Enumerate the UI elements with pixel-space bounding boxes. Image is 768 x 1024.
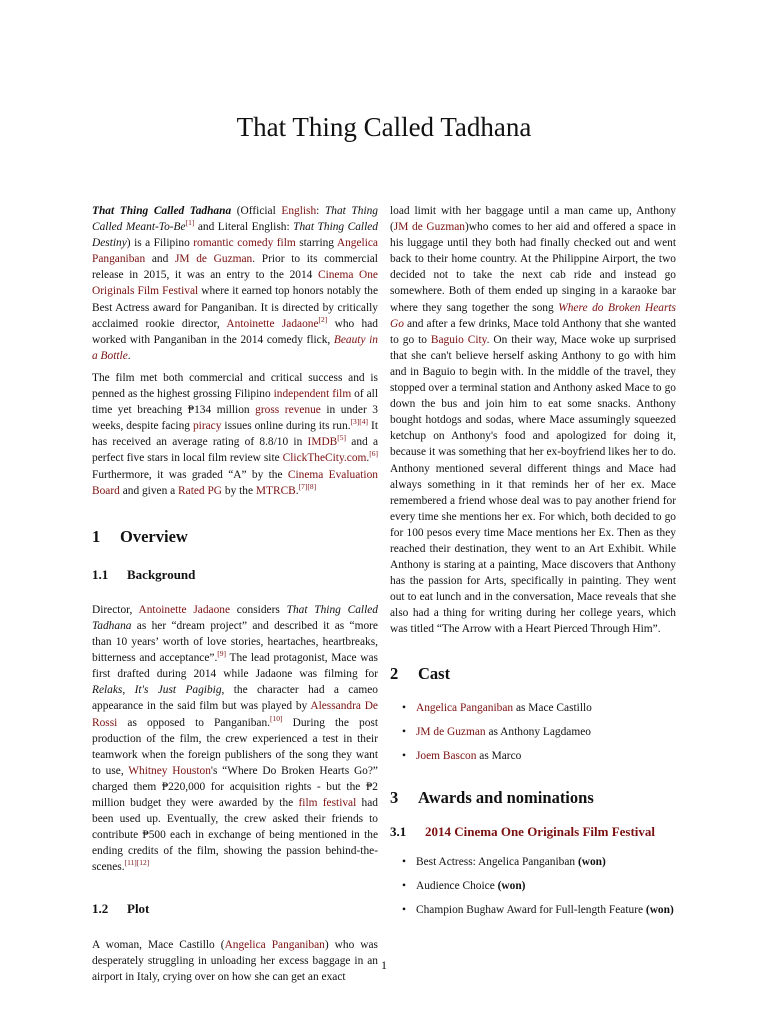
section-overview-heading: 1 Overview xyxy=(92,526,188,546)
list-item: • JM de Guzman as Anthony Lagdameo xyxy=(390,724,676,740)
citation[interactable]: [7][8] xyxy=(298,481,317,491)
list-item: • Audience Choice (won) xyxy=(390,878,676,894)
link-cinema-one[interactable]: Cinema One Originals Film Festival xyxy=(92,269,378,298)
plot-paragraph-start: A woman, Mace Castillo (Angelica Panganiban) who was desperately struggling in unloading her excess baggage in an airport in Italy, crying over on how she can get an exact xyxy=(92,938,378,983)
link-rated-pg[interactable]: Rated PG xyxy=(178,484,223,497)
plot-paragraph-continued: load limit with her baggage until a man came up, Anthony (JM de Guzman)who comes to her aid and offered a space in his luggage until they both had finally checked out and went back to their home country. At the Philippine Airport, the two decided not to take the next cab ride and instead go somewhere. Both of them ended up singing in a karaoke bar where they sang together the song Where do Broken Hearts Go and after a few drinks, Mace told Anthony that she wanted to go to Baguio City. On their way, Mace woke up surprised that she can't believe herself asking Anthony to go with him and in Baguio to begin with. In the middle of the travel, they stopped over a terminal station and Anthony asked Mace to go down the bus and join him to eat some snacks. Anthony bought hotdogs and sodas, where Mace assumingly squeezed ketchup on Anthony's food and apologized for doing it, because it was something that her ex-boyfriend likes her to do. Anthony mentioned several different things and Mace had always something in it that reminds her of her ex. Mace remembered a friend whose deal was to pay another friend for every time she mentions her ex. For which, both decided to go for 100 pesos every time Mace mentions her Ex. Then as they reached their destination, they went to an Art Exhibit. While Anthony is staring at a painting, Mace discovers that Anthony has the passion for Arts, specifically in painting. They went out to eat lunch and in the conversation, Mace reveals that she also had a thing for writing during her college years, which was titled “The Arrow with a Heart Pierced Through Him”. xyxy=(390,205,676,636)
link-independent-film[interactable]: independent film xyxy=(273,388,352,401)
link-film-festival[interactable]: film festival xyxy=(298,797,357,809)
citation[interactable]: [3][4] xyxy=(350,417,369,427)
section-background-heading: 1.1 Background xyxy=(92,566,196,582)
page-number: 1 xyxy=(381,958,387,972)
citation[interactable]: [11][12] xyxy=(124,858,150,868)
citation[interactable]: [5] xyxy=(337,433,347,443)
link-imdb[interactable]: IMDB xyxy=(307,436,338,449)
citation[interactable]: [9] xyxy=(217,649,227,659)
list-item: • Angelica Panganiban as Mace Castillo xyxy=(390,700,676,716)
cast-list xyxy=(390,700,676,764)
link-where-do-broken-hearts-go[interactable]: Where do Broken Hearts Go xyxy=(390,301,676,330)
link-baguio-city[interactable]: Baguio City xyxy=(430,333,487,346)
section-awards-heading: 3 Awards and nominations xyxy=(390,787,594,807)
link-cinema-evaluation-board[interactable]: Cinema Evaluation Board xyxy=(92,468,378,497)
link-beauty-in-a-bottle[interactable]: Beauty in a Bottle xyxy=(92,333,378,362)
right-column xyxy=(390,203,676,926)
link-antoinette-jadaone[interactable]: Antoinette Jadaone xyxy=(226,317,319,330)
link-alessandra-de-rossi[interactable]: Alessandra De Rossi xyxy=(92,700,378,729)
list-item: • Best Actress: Angelica Panganiban (won) xyxy=(390,854,676,870)
link-english[interactable]: English xyxy=(281,205,317,217)
link-piracy[interactable]: piracy xyxy=(192,420,222,433)
page-title: That Thing Called Tadhana xyxy=(236,112,532,142)
intro-paragraph-1: That Thing Called Tadhana (Official English: That Thing Called Meant-To-Be[1] and Literal English: That Thing Called Destiny) is a Filipino romantic comedy film starring Angelica Panganiban and JM de Guzman. Prior to its commercial release in 2015, it was an entry to the 2014 Cinema One Originals Film Festival where it earned top honors notably the Best Actress award for Panganiban. It is directed by critically acclaimed rookie director, Antoinette Jadaone[2] who had worked with Panganiban in the 2014 comedy flick, Beauty in a Bottle. xyxy=(92,205,379,362)
link-whitney-houston[interactable]: Whitney Houston xyxy=(128,764,211,777)
citation[interactable]: [6] xyxy=(369,449,378,459)
link-jm-de-guzman[interactable]: JM de Guzman xyxy=(174,253,253,266)
link-jm-de-guzman[interactable]: JM de Guzman xyxy=(393,221,465,234)
link-clickthecity[interactable]: ClickTheCity.com xyxy=(282,452,367,465)
section-plot-heading: 1.2 Plot xyxy=(92,901,150,917)
intro-paragraph-2: The film met both commercial and critical success and is penned as the highest grossing Filipino independent film of all time yet breaching ₱134 million gross revenue in under 3 weeks, despite facing piracy issues online during its run.[3][4] It has received an average rating of 8.8/10 in IMDB[5] and a perfect five stars in local film review site ClickTheCity.com.[6] Furthermore, it was graded “A” by the Cinema Evaluation Board and given a Rated PG by the MTRCB.[7][8] xyxy=(92,371,379,497)
list-item: • Champion Bughaw Award for Full-length Feature (won) xyxy=(390,902,676,918)
link-mtrcb[interactable]: MTRCB xyxy=(255,484,296,497)
citation[interactable]: [1] xyxy=(185,218,195,228)
left-column xyxy=(92,203,378,991)
section-festival-heading: 3.1 2014 Cinema One Originals Film Festival xyxy=(390,824,676,840)
citation[interactable]: [2] xyxy=(318,314,328,324)
section-cast-heading: 2 Cast xyxy=(390,663,451,683)
link-angelica-panganiban[interactable]: Angelica Panganiban xyxy=(224,938,325,951)
link-angelica-panganiban[interactable]: Angelica Panganiban xyxy=(92,237,378,266)
link-gross-revenue[interactable]: gross revenue xyxy=(255,404,321,417)
link-cast-name[interactable]: Angelica Panganiban xyxy=(416,701,514,714)
background-paragraph: Director, Antoinette Jadaone considers That Thing Called Tadhana as her “dream project” and described it as “more than 10 years’ worth of love stories, heartaches, heartbreaks, bitterness and acceptance”.[9] The lead protagonist, Mace was first drafted during 2014 while Jadaone was filming for Relaks, It's Just Pagibig, the character had a cameo appearance in the said film but was played by Alessandra De Rossi as opposed to Panganiban.[10] During the post production of the film, the crew experienced a test in their teamwork when the foreign publishers of the song they want to use, Whitney Houston's “Where Do Broken Hearts Go?” charged them ₱220,000 for acquisition rights - but the ₱2 million budget they were awarded by the film festival had been used up. Eventually, the crew asked their friends to contribute ₱500 each in exchange of being mentioned in the ending credits of the film, showing the passion behind-the-scenes.[11][12] xyxy=(92,603,379,874)
list-item: • Joem Bascon as Marco xyxy=(390,748,676,764)
link-antoinette-jadaone[interactable]: Antoinette Jadaone xyxy=(138,603,231,616)
link-cast-name[interactable]: JM de Guzman xyxy=(416,725,486,738)
awards-list xyxy=(390,854,676,918)
link-festival[interactable]: 2014 Cinema One Originals Film Festival xyxy=(425,824,656,839)
link-cast-name[interactable]: Joem Bascon xyxy=(416,749,477,762)
citation[interactable]: [10] xyxy=(270,713,283,723)
link-romantic-comedy[interactable]: romantic comedy film xyxy=(193,237,296,250)
